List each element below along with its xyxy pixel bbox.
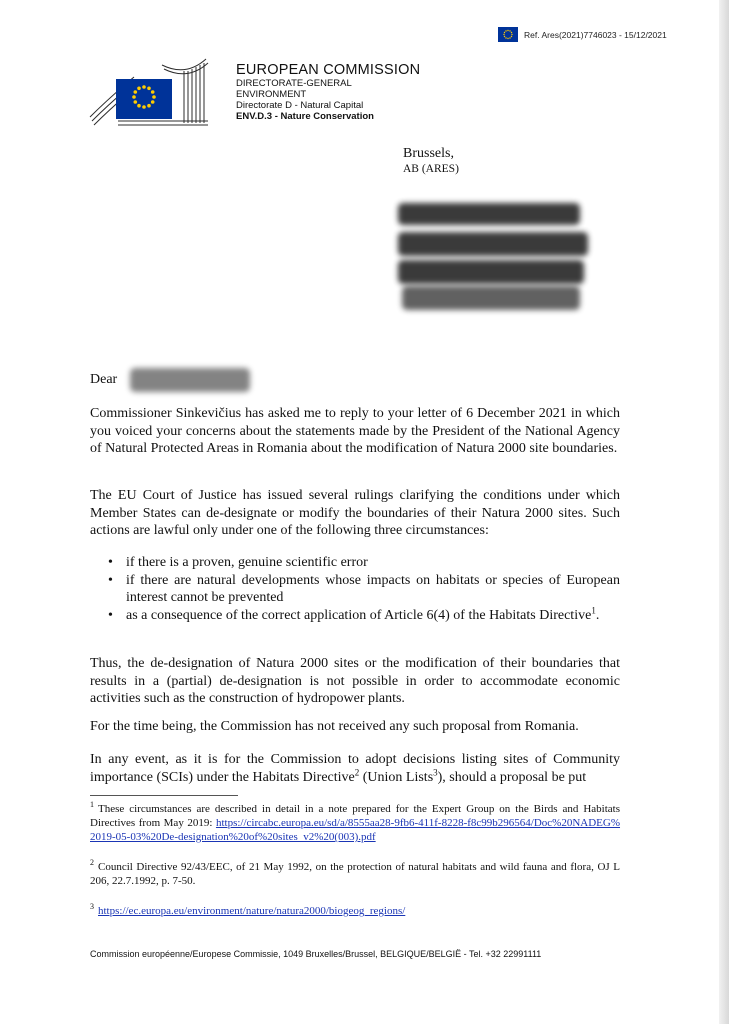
- ref-stamp-text: Ref. Ares(2021)7746023 - 15/12/2021: [524, 29, 667, 40]
- footnote-2: $^2$ Council Directive 92/43/EEC, of 21 May 1992, on the protection of natural habitats and wild fauna and flora, OJ L 206, 22.7.1992, p. 7-50.: [90, 858, 620, 887]
- salutation: Dear: [90, 372, 118, 387]
- paragraph-3: Thus, the de-designation of Natura 2000 sites or the modification of their boundaries that results in a (partial) de-designation is not possible in order to accommodate economic activities such as the construction of hydropower plants.: [90, 656, 620, 707]
- list-item: • as a consequence of the correct application of Article 6(4) of the Habitats Directive$^1$.: [108, 607, 620, 625]
- organisation-header: [236, 62, 420, 122]
- eu-flag-icon: [498, 27, 518, 42]
- european-commission-logo: [88, 55, 216, 129]
- org-name: EUROPEAN COMMISSION: [236, 62, 421, 78]
- footnote-separator: [90, 795, 238, 796]
- paragraph-5: In any event, as it is for the Commission to adopt decisions listing sites of Community importance (SCIs) under the Habitats Directive$^2$ (Union Lists$^3$), should a proposal be put: [90, 752, 620, 785]
- footnote-3-link[interactable]: https://ec.europa.eu/environment/nature/natura2000/biogeog_regions/: [98, 905, 406, 917]
- footnote-ref-1[interactable]: 1: [591, 605, 596, 616]
- footnote-ref-2[interactable]: 2: [354, 766, 360, 777]
- footnote-3: $^3$ https://ec.europa.eu/environment/nature/natura2000/biogeog_regions/: [90, 902, 406, 917]
- footnote-1-link[interactable]: https://circabc.europa.eu/sd/a/8555aa28-9fb6-411f-8228-f8c99b296564/Doc%20NADEG%2019-05-03%20De-designation%20of%20sites_v2%20(003).pdf: [90, 817, 621, 843]
- ares-reference: AB (ARES): [403, 163, 459, 175]
- dg-line-1: DIRECTORATE-GENERAL: [236, 78, 352, 89]
- list-item: • if there are natural developments whose impacts on habitats or species of European interest cannot be prevented: [108, 572, 620, 607]
- redacted-recipient-name: [130, 368, 250, 392]
- page-footer: Commission européenne/Europese Commissie, 1049 Bruxelles/Brussel, BELGIQUE/BELGIË - Tel. +32 22991111: [90, 949, 542, 959]
- circumstances-list: [108, 554, 620, 624]
- unit-line: ENV.D.3 - Nature Conservation: [236, 111, 374, 122]
- footnote-ref-3[interactable]: 3: [433, 766, 438, 777]
- paragraph-1: Commissioner Sinkevičius has asked me to reply to your letter of 6 December 2021 in which you voiced your concerns about the statements made by the President of the National Agency of Natural Protected Areas in Romania about the modification of Natura 2000 site boundaries.: [90, 406, 620, 457]
- page-edge-shadow: [719, 0, 729, 1024]
- ref-stamp: [498, 27, 667, 42]
- footnote-1: $^1$ These circumstances are described in detail in a note prepared for the Expert Group on the Birds and Habitats Directives from May 2019: https://circabc.europa.eu/sd/a/8555aa28-9fb6-411f-8228-f8c99b296564/Doc%20NADEG%2019-05-03%20De-designation%20of%20sites_v2%20(003).pdf: [90, 800, 621, 843]
- dg-line-2: ENVIRONMENT: [236, 89, 307, 100]
- paragraph-2: The EU Court of Justice has issued several rulings clarifying the conditions under which Member States can de-designate or modify the boundaries of their Natura 2000 sites. Such actions are lawful only under one of the following three circumstances:: [90, 488, 620, 539]
- list-item: • if there is a proven, genuine scientific error: [108, 554, 620, 572]
- directorate-line: Directorate D - Natural Capital: [236, 100, 364, 111]
- place-line: Brussels,: [403, 146, 454, 161]
- paragraph-4: For the time being, the Commission has not received any such proposal from Romania.: [90, 719, 579, 734]
